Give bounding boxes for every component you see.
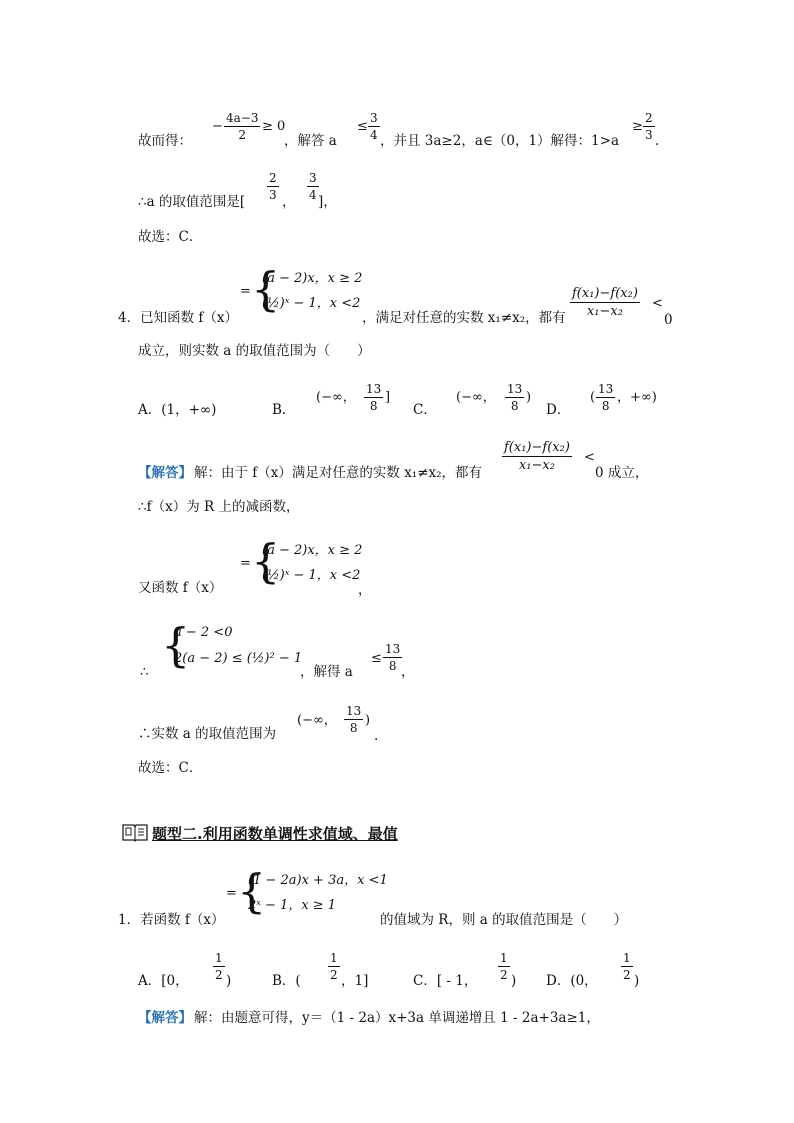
solution-line4-end: ， (401, 664, 415, 680)
solution-line5-close: ) (365, 713, 371, 728)
q1-solution-tag: 【解答】 (138, 1010, 192, 1026)
solution-eq: = (240, 556, 251, 571)
q4-option-d-open: ( (590, 390, 596, 405)
solution-system-brace: { (161, 618, 191, 672)
q4-eq: = (240, 284, 251, 299)
q1-solution-line1: 解：由题意可得，y＝（1 - 2a）x+3a 单调递增且 1 - 2a+3a≥1， (194, 1010, 600, 1026)
q1-option-c-end: ) (511, 973, 517, 989)
solution-brace: { (251, 534, 281, 588)
solution-case2: (½)ˣ − 1，x <2 (262, 568, 361, 583)
line2-frac-3-4: $\frac{3}{4}$ (309, 171, 317, 202)
q1-option-a: A．[0， (138, 973, 189, 989)
q4-option-b-label: B． (272, 402, 296, 418)
solution-lt: < (584, 450, 595, 465)
q4-brace: { (251, 262, 281, 316)
solution-therefore: ∴ (140, 664, 149, 680)
q1-case1: (1 − 2a)x + 3a，x <1 (248, 873, 388, 888)
q4-prefix: 4．已知函数 f（x） (118, 310, 238, 326)
solution-line5: ∴实数 a 的取值范围为 (138, 726, 277, 742)
q1-option-c-frac: $\frac{1}{2}$ (500, 951, 508, 982)
solution-diff-quotient: $\frac{\text{f(x₁)−f(x₂)}}{\text{x₁−x₂}}$ (504, 440, 570, 473)
q1-eq: = (226, 886, 237, 901)
line1-prefix: 故而得： (138, 133, 192, 149)
solution-system-eq1: a − 2 <0 (174, 625, 233, 640)
line2-comma: ， (282, 194, 296, 210)
q4-option-a: A．(1，+∞) (138, 402, 217, 418)
solution-line4: ，解得 a (300, 664, 353, 680)
q4-diff-quotient: $\frac{\text{f(x₁)−f(x₂)}}{\text{x₁−x₂}}$ (572, 286, 638, 319)
line2-end: ]， (318, 194, 337, 210)
q1-option-d-frac: $\frac{1}{2}$ (623, 951, 631, 982)
solution-line1-end: 0 成立， (595, 465, 649, 481)
q1-brace: { (237, 864, 267, 918)
line1-ge-zero: ≥ 0 (262, 119, 286, 134)
solution-line5-end: . (374, 728, 379, 744)
q1-option-a-end: ) (226, 973, 232, 989)
q1-condition: 的值域为 R，则 a 的取值范围是（ ） (380, 912, 628, 928)
solution-line3: 又函数 f（x） (138, 580, 223, 596)
book-icon (122, 822, 148, 842)
solution-tag: 【解答】 (138, 465, 192, 481)
line2-prefix: ∴a 的取值范围是[ (138, 194, 246, 210)
line3: 故选：C． (138, 229, 203, 245)
q4-option-b-expr: (−∞， (316, 390, 356, 405)
line1-end: . (655, 133, 660, 149)
solution-line6: 故选：C． (138, 760, 203, 776)
line1-le: ≤ (357, 119, 368, 134)
solution-system-eq2: 2(a − 2) ≤ (½)² − 1 (174, 651, 303, 666)
section-title: 题型二.利用函数单调性求值域、最值 (152, 825, 398, 843)
q4-case2: (½)ˣ − 1，x <2 (262, 296, 361, 311)
q1-option-c: C．[ - 1， (413, 973, 478, 989)
solution-line1: 解：由于 f（x）满足对任意的实数 x₁≠x₂，都有 (194, 465, 483, 481)
q4-option-c-frac: $\frac{13}{8}$ (507, 382, 523, 413)
line1-fraction: $\frac{4a-3}{2}$ (226, 111, 259, 142)
q4-option-d-end: ，+∞) (617, 390, 657, 405)
q1-option-b-frac: $\frac{1}{2}$ (330, 951, 338, 982)
q1-option-b: B．( (272, 973, 301, 989)
q1-case2: 2ˣ − 1，x ≥ 1 (248, 898, 337, 913)
line1-frac-2-3: $\frac{2}{3}$ (645, 111, 653, 142)
solution-le: ≤ (371, 651, 382, 666)
q1-option-d-end: ) (634, 973, 640, 989)
q4-option-b-end: ] (385, 390, 391, 405)
q1-option-b-end: ，1] (341, 973, 369, 989)
line1-frac-3-4: $\frac{3}{4}$ (370, 111, 378, 142)
q4-zero: 0 (664, 312, 673, 328)
line1-solve: ，解答 a (284, 133, 337, 149)
q4-option-d-frac: $\frac{13}{8}$ (598, 382, 614, 413)
q1-option-a-frac: $\frac{1}{2}$ (215, 951, 223, 982)
q4-case1: (a − 2)x，x ≥ 2 (262, 271, 363, 286)
q4-condition: ，满足对任意的实数 x₁≠x₂，都有 (362, 310, 566, 326)
q1-prefix: 1．若函数 f（x） (118, 912, 225, 928)
q4-line2: 成立，则实数 a 的取值范围为（ ） (138, 343, 371, 359)
line2-frac-2-3: $\frac{2}{3}$ (269, 171, 277, 202)
line1-rest: ，并且 3a≥2，a∈（0，1）解得：1>a (380, 133, 619, 149)
q4-option-c-end: ) (526, 390, 532, 405)
solution-line3-end: ， (358, 582, 372, 598)
solution-case1: (a − 2)x，x ≥ 2 (262, 543, 363, 558)
solution-line5-expr: (−∞， (297, 713, 337, 728)
q4-option-d-label: D． (546, 402, 571, 418)
q4-lt: < (652, 296, 663, 311)
line1-ge: ≥ (632, 119, 643, 134)
q4-option-c-expr: (−∞， (456, 390, 496, 405)
q1-option-d: D．(0， (546, 973, 598, 989)
solution-frac-13-8: $\frac{13}{8}$ (385, 642, 401, 673)
solution-line5-frac: $\frac{13}{8}$ (346, 704, 362, 735)
solution-line2: ∴f（x）为 R 上的减函数， (138, 499, 300, 515)
q4-option-b-frac: $\frac{13}{8}$ (366, 382, 382, 413)
q4-option-c-label: C． (413, 402, 437, 418)
line1-minus: − (212, 119, 223, 134)
